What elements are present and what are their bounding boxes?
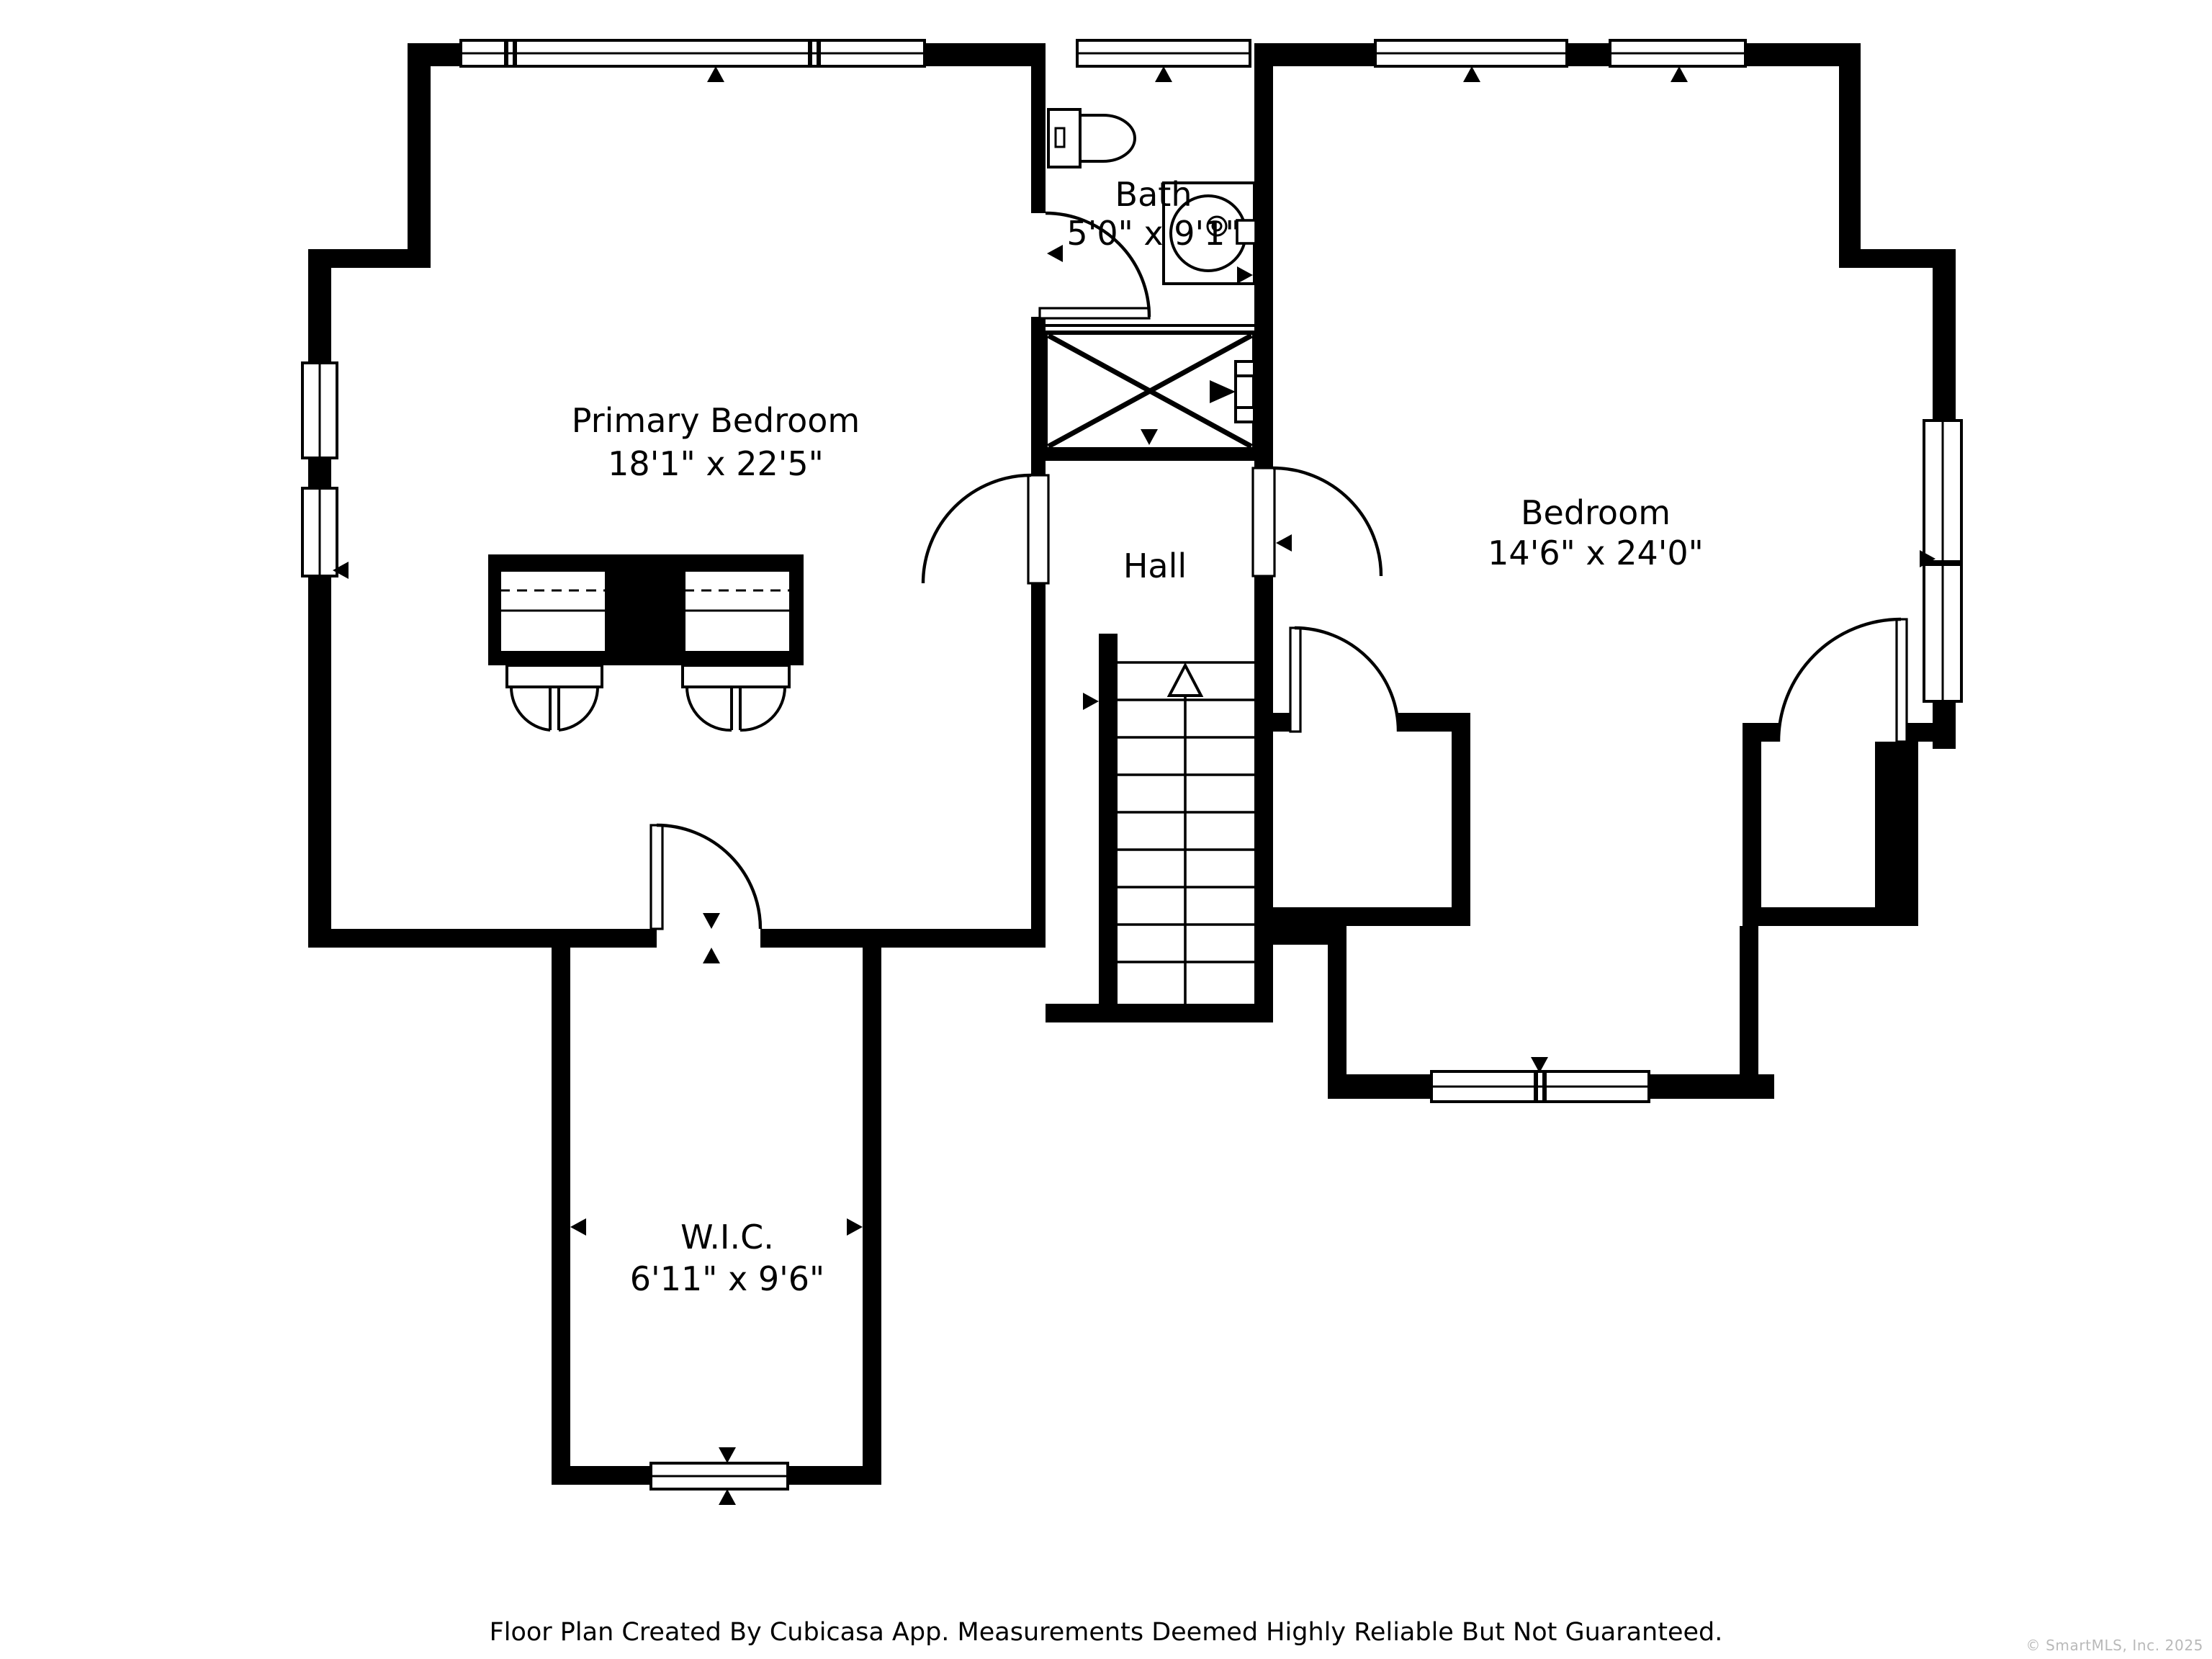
wall (1839, 43, 1861, 268)
room-dimensions-label: 14'6" x 24'0" (1488, 536, 1704, 573)
measure-marker-up (707, 66, 724, 82)
wall (552, 948, 570, 1485)
measure-marker-left (570, 1218, 586, 1236)
wall (863, 948, 881, 1485)
stairs-up-icon (1169, 665, 1201, 696)
wall (1452, 732, 1470, 926)
measure-marker-up (1155, 66, 1172, 82)
wall (1740, 926, 1758, 1099)
door-leaf (1897, 619, 1907, 742)
disclaimer-text: Floor Plan Created By Cubicasa App. Measurements Deemed Highly Reliable But Not Guaranteed. (489, 1619, 1723, 1647)
window-mullion (808, 40, 812, 66)
window-mullion (1534, 1071, 1538, 1102)
window-mullion (513, 40, 517, 66)
door-opening (657, 929, 760, 948)
door-leaf (1028, 475, 1048, 583)
plumbing-valve-icon (1236, 361, 1254, 376)
wall (1743, 742, 1761, 926)
door-leaf (1040, 308, 1149, 318)
room-dimensions-label: 5'0" x 9'1" (1066, 216, 1241, 253)
measure-marker-up (1671, 66, 1688, 82)
wall (1099, 634, 1118, 1022)
door-swing-arc (1273, 468, 1381, 576)
wall (1254, 43, 1273, 468)
room-name-label: W.I.C. (680, 1220, 774, 1257)
wall (760, 929, 1046, 948)
door-swing-arc (923, 475, 1031, 583)
wall (1328, 926, 1346, 1099)
measure-marker-left (1276, 534, 1292, 552)
measure-marker-left (1047, 245, 1063, 262)
measure-marker-right (1083, 693, 1099, 710)
measure-marker-up (719, 1489, 736, 1505)
toilet-flush-button (1056, 128, 1064, 147)
room-name-label: Bath (1115, 177, 1192, 215)
closet-door-arc (740, 687, 785, 730)
measure-marker-up (1463, 66, 1480, 82)
room-name-label: Primary Bedroom (571, 403, 860, 441)
measure-marker-down (719, 1447, 736, 1463)
wall (308, 249, 431, 268)
wall (1031, 583, 1046, 933)
wall (308, 929, 657, 948)
wall (408, 43, 431, 268)
wall (1046, 1004, 1273, 1022)
plumbing-valve-icon (1236, 408, 1254, 422)
wall (1254, 576, 1273, 1022)
measure-marker-down (703, 913, 720, 929)
window-mullion (504, 40, 508, 66)
wall (1839, 249, 1956, 268)
room-dimensions-label: 6'11" x 9'6" (629, 1262, 825, 1299)
door-leaf (1290, 628, 1300, 732)
closet-door-arc (511, 687, 550, 730)
room-name-label: Bedroom (1520, 495, 1671, 533)
measure-marker-right (847, 1218, 863, 1236)
door-opening (1295, 713, 1398, 732)
wall (1273, 907, 1470, 926)
wall (1875, 742, 1918, 907)
wall (1031, 43, 1046, 213)
door-opening (1779, 723, 1901, 742)
closet-door-arc (559, 687, 598, 730)
toilet-icon (1080, 115, 1135, 161)
closet-door-frame (683, 665, 789, 687)
closet-door-arc (687, 687, 732, 730)
room-dimensions-label: 18'1" x 22'5" (608, 446, 824, 484)
measure-marker-up (703, 948, 720, 963)
wall (1743, 907, 1918, 926)
room-name-label: Hall (1123, 549, 1187, 586)
door-opening (1031, 213, 1046, 317)
closet-door-frame (507, 665, 602, 687)
window-mullion (817, 40, 821, 66)
window-mullion (1542, 1071, 1547, 1102)
watermark-text: © SmartMLS, Inc. 2025 (2026, 1639, 2203, 1655)
door-leaf (1253, 468, 1274, 576)
door-leaf (651, 825, 662, 929)
